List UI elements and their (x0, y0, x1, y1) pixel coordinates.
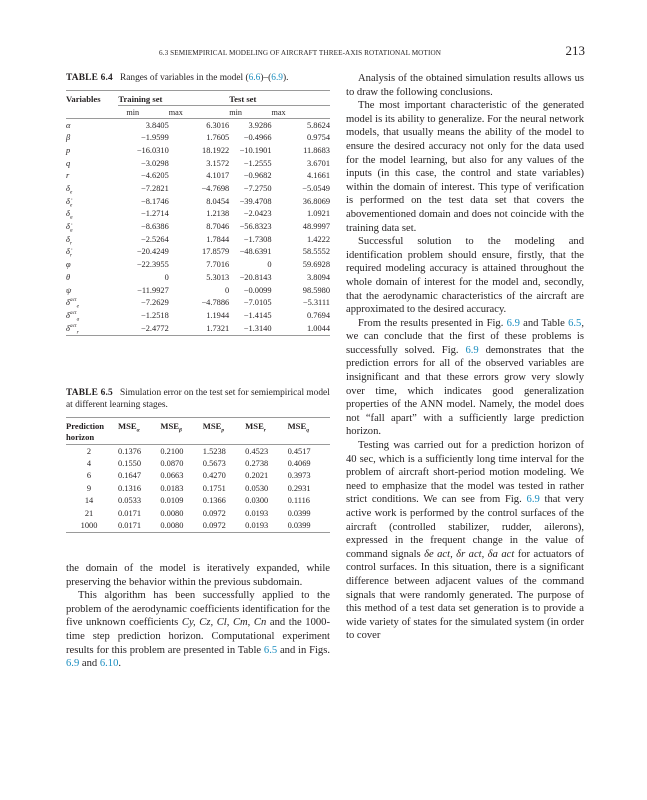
variable-cell: p (66, 145, 71, 155)
table-6-4-label: TABLE 6.4 (66, 73, 113, 83)
table-row (66, 259, 330, 272)
test-max-cell: 1.0044 (306, 323, 330, 333)
table-6-4 (66, 90, 330, 336)
variable-cell: θ (66, 272, 71, 282)
test-min-cell: −56.8323 (239, 222, 272, 232)
paragraph: This algorithm has been successfully applied to the problem of the aerodynamic coefficients identification for the five unknown coefficients Cy, Cz, Cl, Cm, Cn and the 1000-time step prediction horizon. Computational experiment results for this problem are presented in Table 6.5 and in Figs. 6.9 and 6.10. (66, 590, 330, 670)
mse-r-cell: 0.0193 (245, 520, 269, 530)
horizon-cell: 1000 (80, 520, 98, 530)
test-min-cell: −0.0099 (243, 285, 272, 295)
table-6-5-caption: TABLE 6.5 Simulation error on the test set for semiempirical model at different learning stages. (66, 387, 330, 411)
mse-q-cell: 0.0399 (287, 508, 311, 518)
mse-a-cell: 0.0171 (118, 520, 142, 530)
test-max-cell: 3.8094 (306, 272, 330, 282)
left-column (66, 72, 330, 533)
table-row (66, 445, 330, 458)
variable-cell: β (66, 133, 71, 143)
paragraph: the domain of the model is iteratively expanded, while preserving the behavior within the previous subdomain. (66, 563, 330, 588)
table-row (66, 119, 330, 132)
command-signals: δe act, δr act, δa act (424, 548, 515, 560)
train-min-cell: −2.5264 (141, 234, 169, 244)
variable-cell: $\delta^{act}_e$ (66, 297, 79, 310)
mse-r-cell: 0.0530 (245, 483, 269, 493)
mse-r-cell: 0.0300 (245, 496, 269, 506)
table-row (66, 284, 330, 297)
variable-cell: $\deltȧ_e$ (66, 196, 73, 209)
table-row (66, 310, 330, 323)
eq-ref-6-6[interactable]: 6.6 (248, 73, 261, 83)
table-row (66, 221, 330, 234)
mse-b-cell: 0.0183 (160, 483, 184, 493)
table-row (66, 520, 330, 533)
train-min-cell: −22.3955 (136, 260, 169, 270)
train-min-cell: −8.6386 (141, 222, 169, 232)
mse-b-cell: 0.0080 (160, 508, 184, 518)
test-max-cell: 48.9997 (302, 222, 330, 232)
test-min-cell: −7.2750 (243, 184, 272, 194)
mse-a-cell: 0.0533 (118, 496, 142, 506)
variable-cell: $\delta^{act}_a$ (66, 310, 80, 323)
train-max-cell: 1.7321 (206, 323, 230, 333)
horizon-cell: 21 (84, 508, 94, 518)
table-6-4-caption: TABLE 6.4 Ranges of variables in the model (6.6)–(6.9). (66, 73, 289, 83)
train-max-cell: 0 (225, 285, 230, 295)
variable-cell: $\delta_a$ (66, 209, 73, 222)
test-max-cell: 0.7694 (306, 310, 330, 320)
right-column (346, 72, 584, 643)
test-min-cell: −1.4145 (243, 310, 272, 320)
mse-p-cell: 0.1751 (202, 483, 226, 493)
table-6-5-label: TABLE 6.5 (66, 387, 113, 398)
test-min-cell: −0.9682 (243, 171, 272, 181)
mse-p-cell: 0.0972 (202, 508, 226, 518)
header-mse: $MSE_p$ (202, 421, 225, 435)
table-row (66, 297, 330, 310)
table-row (66, 145, 330, 158)
table-row (66, 507, 330, 519)
header-mse: $MSE_\beta$ (160, 421, 182, 435)
table-ref-6-5[interactable]: 6.5 (568, 317, 582, 329)
page-number: 213 (565, 43, 585, 58)
variable-cell: $\deltȧ_r$ (66, 247, 73, 260)
variable-cell: ψ (66, 285, 72, 295)
horizon-cell: 9 (86, 483, 92, 493)
test-max-cell: 36.8069 (302, 196, 330, 206)
table-row (66, 170, 330, 183)
mse-p-cell: 1.5238 (202, 446, 226, 456)
train-min-cell: −20.4249 (136, 247, 169, 257)
header-variables: Variables (66, 94, 101, 105)
header-train-min: min (126, 108, 140, 118)
header-train-max: max (168, 108, 183, 118)
train-max-cell: 6.3016 (206, 120, 230, 130)
mse-b-cell: 0.0870 (160, 458, 184, 468)
table-row (66, 271, 330, 284)
train-min-cell: −3.0298 (141, 158, 169, 168)
mse-r-cell: 0.2738 (245, 458, 269, 468)
mse-r-cell: 0.0193 (245, 508, 269, 518)
header-prediction-horizon: Prediction horizon (66, 421, 105, 443)
variable-cell: r (66, 171, 70, 181)
header-mse: $MSE_q$ (287, 421, 309, 435)
train-min-cell: 3.8405 (145, 120, 169, 130)
table-row (66, 470, 330, 482)
test-max-cell: 98.5980 (302, 285, 330, 295)
test-min-cell: −39.4708 (239, 196, 272, 206)
table-row (66, 208, 330, 221)
test-max-cell: 5.8624 (306, 120, 330, 130)
train-max-cell: 1.2138 (206, 209, 230, 219)
horizon-cell: 2 (86, 446, 92, 456)
table-row (66, 495, 330, 507)
mse-q-cell: 0.2931 (287, 483, 311, 493)
test-max-cell: 58.5552 (302, 247, 330, 257)
test-min-cell: 3.9286 (248, 120, 272, 130)
test-max-cell: −5.3111 (302, 298, 330, 308)
eq-ref-6-9[interactable]: 6.9 (271, 73, 283, 83)
table-row (66, 183, 330, 196)
train-min-cell: −1.2518 (141, 310, 169, 320)
variable-cell: α (66, 120, 71, 130)
mse-q-cell: 0.4517 (287, 446, 311, 456)
variable-cell: $\delta_r$ (66, 234, 73, 247)
mse-b-cell: 0.0080 (160, 520, 184, 530)
paragraph: Successful solution to the modeling and identification problem should ensure, firstly, that the required modeling accuracy is attained throughout the whole domain of interest for the model and, secondly, that the aerodynamic characteristics of the aircraft are approximated to the desired accuracy. (346, 236, 584, 316)
paragraph: The most important characteristic of the generated model is its ability to generalize. For the neural network models, that usually means the ability of the model to ensure the desired accuracy not only for the data used for the model learning, but also for any values of the inputs (in this case, the control and state variables) within the domain of interest. This type of verification is performed on the test data set that covers the abovementioned domain and does not coincide with the training data set. (346, 100, 584, 234)
test-max-cell: 3.6701 (306, 158, 330, 168)
train-max-cell: −4.7698 (201, 184, 230, 194)
mse-a-cell: 0.1550 (118, 458, 142, 468)
train-max-cell: 17.8579 (202, 247, 230, 257)
header-mse: $MSE_\alpha$ (118, 421, 140, 435)
train-min-cell: −2.4772 (141, 323, 169, 333)
train-max-cell: 5.3013 (206, 272, 230, 282)
train-min-cell: 0 (164, 272, 169, 282)
mse-p-cell: 0.0972 (202, 520, 226, 530)
table-row (66, 246, 330, 259)
train-min-cell: −4.6205 (141, 171, 169, 181)
table-row (66, 322, 330, 335)
fig-ref-6-9[interactable]: 6.9 (465, 344, 479, 356)
train-max-cell: 7.7016 (206, 260, 230, 270)
test-min-cell: −2.0423 (243, 209, 272, 219)
mse-b-cell: 0.0663 (160, 471, 184, 481)
mse-p-cell: 0.1366 (202, 496, 226, 506)
paragraph: Testing was carried out for a prediction horizon of 40 sec, which is a sufficiently long time interval for the problem of aircraft short-period motion modeling. We need to emphasize that the model was tested in rather strict conditions. We can see from Fig. 6.9 that very active work is performed by the control surfaces of the aircraft (controlled stabilizer, rudder, ailerons), expressed in the frequent change in the value of command signals δe act, δr act, δa act for actuators of control surfaces. In this situation, there is a significant difference between adjacent values of the command signals that were randomly generated. The purpose of this method of a test data set generation is to provide a wide variety of states for the simulated system (in order to cover (346, 440, 585, 642)
table-row (66, 482, 330, 494)
running-head (159, 43, 585, 59)
mse-b-cell: 0.2100 (160, 446, 184, 456)
mse-p-cell: 0.5673 (202, 458, 226, 468)
table-ref-6-5[interactable]: 6.5 (263, 644, 278, 656)
fig-ref-6-10[interactable]: 6.10 (99, 658, 119, 670)
variable-cell: $\deltȧ_a$ (66, 222, 73, 234)
mse-r-cell: 0.2021 (245, 471, 269, 481)
horizon-cell: 6 (86, 471, 92, 481)
fig-ref-6-9[interactable]: 6.9 (66, 658, 80, 670)
left-body-text (66, 562, 330, 671)
test-min-cell: −1.3140 (243, 323, 272, 333)
running-head-title: 6.3 SEMIEMPIRICAL MODELING OF AIRCRAFT THREE-AXIS ROTATIONAL MOTION (159, 49, 442, 57)
fig-ref-6-9[interactable]: 6.9 (526, 494, 540, 506)
train-min-cell: −16.0310 (136, 145, 169, 155)
train-max-cell: 3.1572 (206, 158, 230, 168)
test-min-cell: −48.6391 (239, 247, 272, 257)
variable-cell: φ (66, 260, 71, 270)
mse-a-cell: 0.1647 (118, 471, 142, 481)
train-min-cell: −11.9927 (137, 285, 169, 295)
variable-cell: $\delta_e$ (66, 184, 73, 196)
train-max-cell: −4.7886 (201, 298, 230, 308)
mse-a-cell: 0.1376 (118, 446, 142, 456)
horizon-cell: 14 (84, 496, 94, 506)
test-min-cell: 0 (267, 260, 272, 270)
mse-b-cell: 0.0109 (160, 496, 184, 506)
header-test-set: Test set (229, 91, 330, 106)
table-row (66, 233, 330, 246)
header-test-max: max (271, 108, 286, 118)
test-min-cell: −1.7308 (243, 234, 272, 244)
train-max-cell: 8.0454 (206, 196, 230, 206)
train-max-cell: 8.7046 (206, 222, 230, 232)
table-row (66, 132, 330, 145)
test-max-cell: 0.9754 (306, 133, 330, 143)
variable-cell: q (66, 158, 71, 168)
test-min-cell: −7.0105 (243, 298, 272, 308)
test-min-cell: −0.4966 (243, 133, 272, 143)
mse-q-cell: 0.1116 (287, 496, 310, 506)
mse-q-cell: 0.4069 (287, 458, 311, 468)
test-max-cell: 59.6928 (302, 260, 330, 270)
test-min-cell: −20.8143 (239, 272, 272, 282)
train-max-cell: 18.1922 (202, 145, 230, 155)
variable-cell: $\delta^{act}_r$ (66, 322, 79, 336)
train-min-cell: −7.2821 (141, 184, 169, 194)
train-min-cell: −1.2714 (141, 209, 169, 219)
mse-q-cell: 0.3973 (287, 471, 311, 481)
mse-a-cell: 0.1316 (118, 483, 142, 493)
mse-r-cell: 0.4523 (245, 446, 269, 456)
test-max-cell: 1.0921 (306, 209, 330, 219)
paragraph: Analysis of the obtained simulation results allows us to draw the following conclusions. (346, 73, 584, 98)
test-max-cell: 4.1661 (306, 171, 330, 181)
table-row (66, 458, 330, 470)
test-max-cell: −5.0549 (302, 184, 330, 194)
mse-q-cell: 0.0399 (287, 520, 311, 530)
train-min-cell: −7.2629 (141, 298, 169, 308)
mse-a-cell: 0.0171 (118, 508, 142, 518)
test-min-cell: −1.2555 (243, 158, 272, 168)
test-max-cell: 1.4222 (306, 234, 330, 244)
table-row (66, 157, 330, 170)
mse-p-cell: 0.4270 (202, 471, 226, 481)
test-min-cell: −10.1901 (239, 145, 272, 155)
paragraph: From the results presented in Fig. 6.9 and Table 6.5, we can conclude that the first of these problems is successfully solved. Fig. 6.9 demonstrates that the prediction errors for all of the observed variables are insignificant and that these errors grow very slowly over time, which indicates good generalization properties of the ANN model. Namely, the model does not “fall apart” with a sufficiently large prediction horizon. (346, 317, 585, 438)
train-min-cell: −1.9599 (141, 133, 169, 143)
header-test-min: min (229, 108, 242, 118)
train-max-cell: 1.7844 (206, 234, 230, 244)
train-min-cell: −8.1746 (141, 196, 169, 206)
coefficient-list: Cy, Cz, Cl, Cm, Cn (181, 617, 267, 629)
table-row (66, 195, 330, 208)
train-max-cell: 1.7605 (206, 133, 230, 143)
horizon-cell: 4 (86, 458, 92, 468)
test-max-cell: 11.8683 (303, 145, 330, 155)
table-6-5 (66, 417, 330, 533)
header-training-set: Training set (118, 91, 229, 106)
train-max-cell: 4.1017 (206, 171, 230, 181)
header-mse: $MSE_r$ (245, 421, 266, 435)
train-max-cell: 1.1944 (206, 310, 230, 320)
fig-ref-6-9[interactable]: 6.9 (506, 317, 520, 329)
